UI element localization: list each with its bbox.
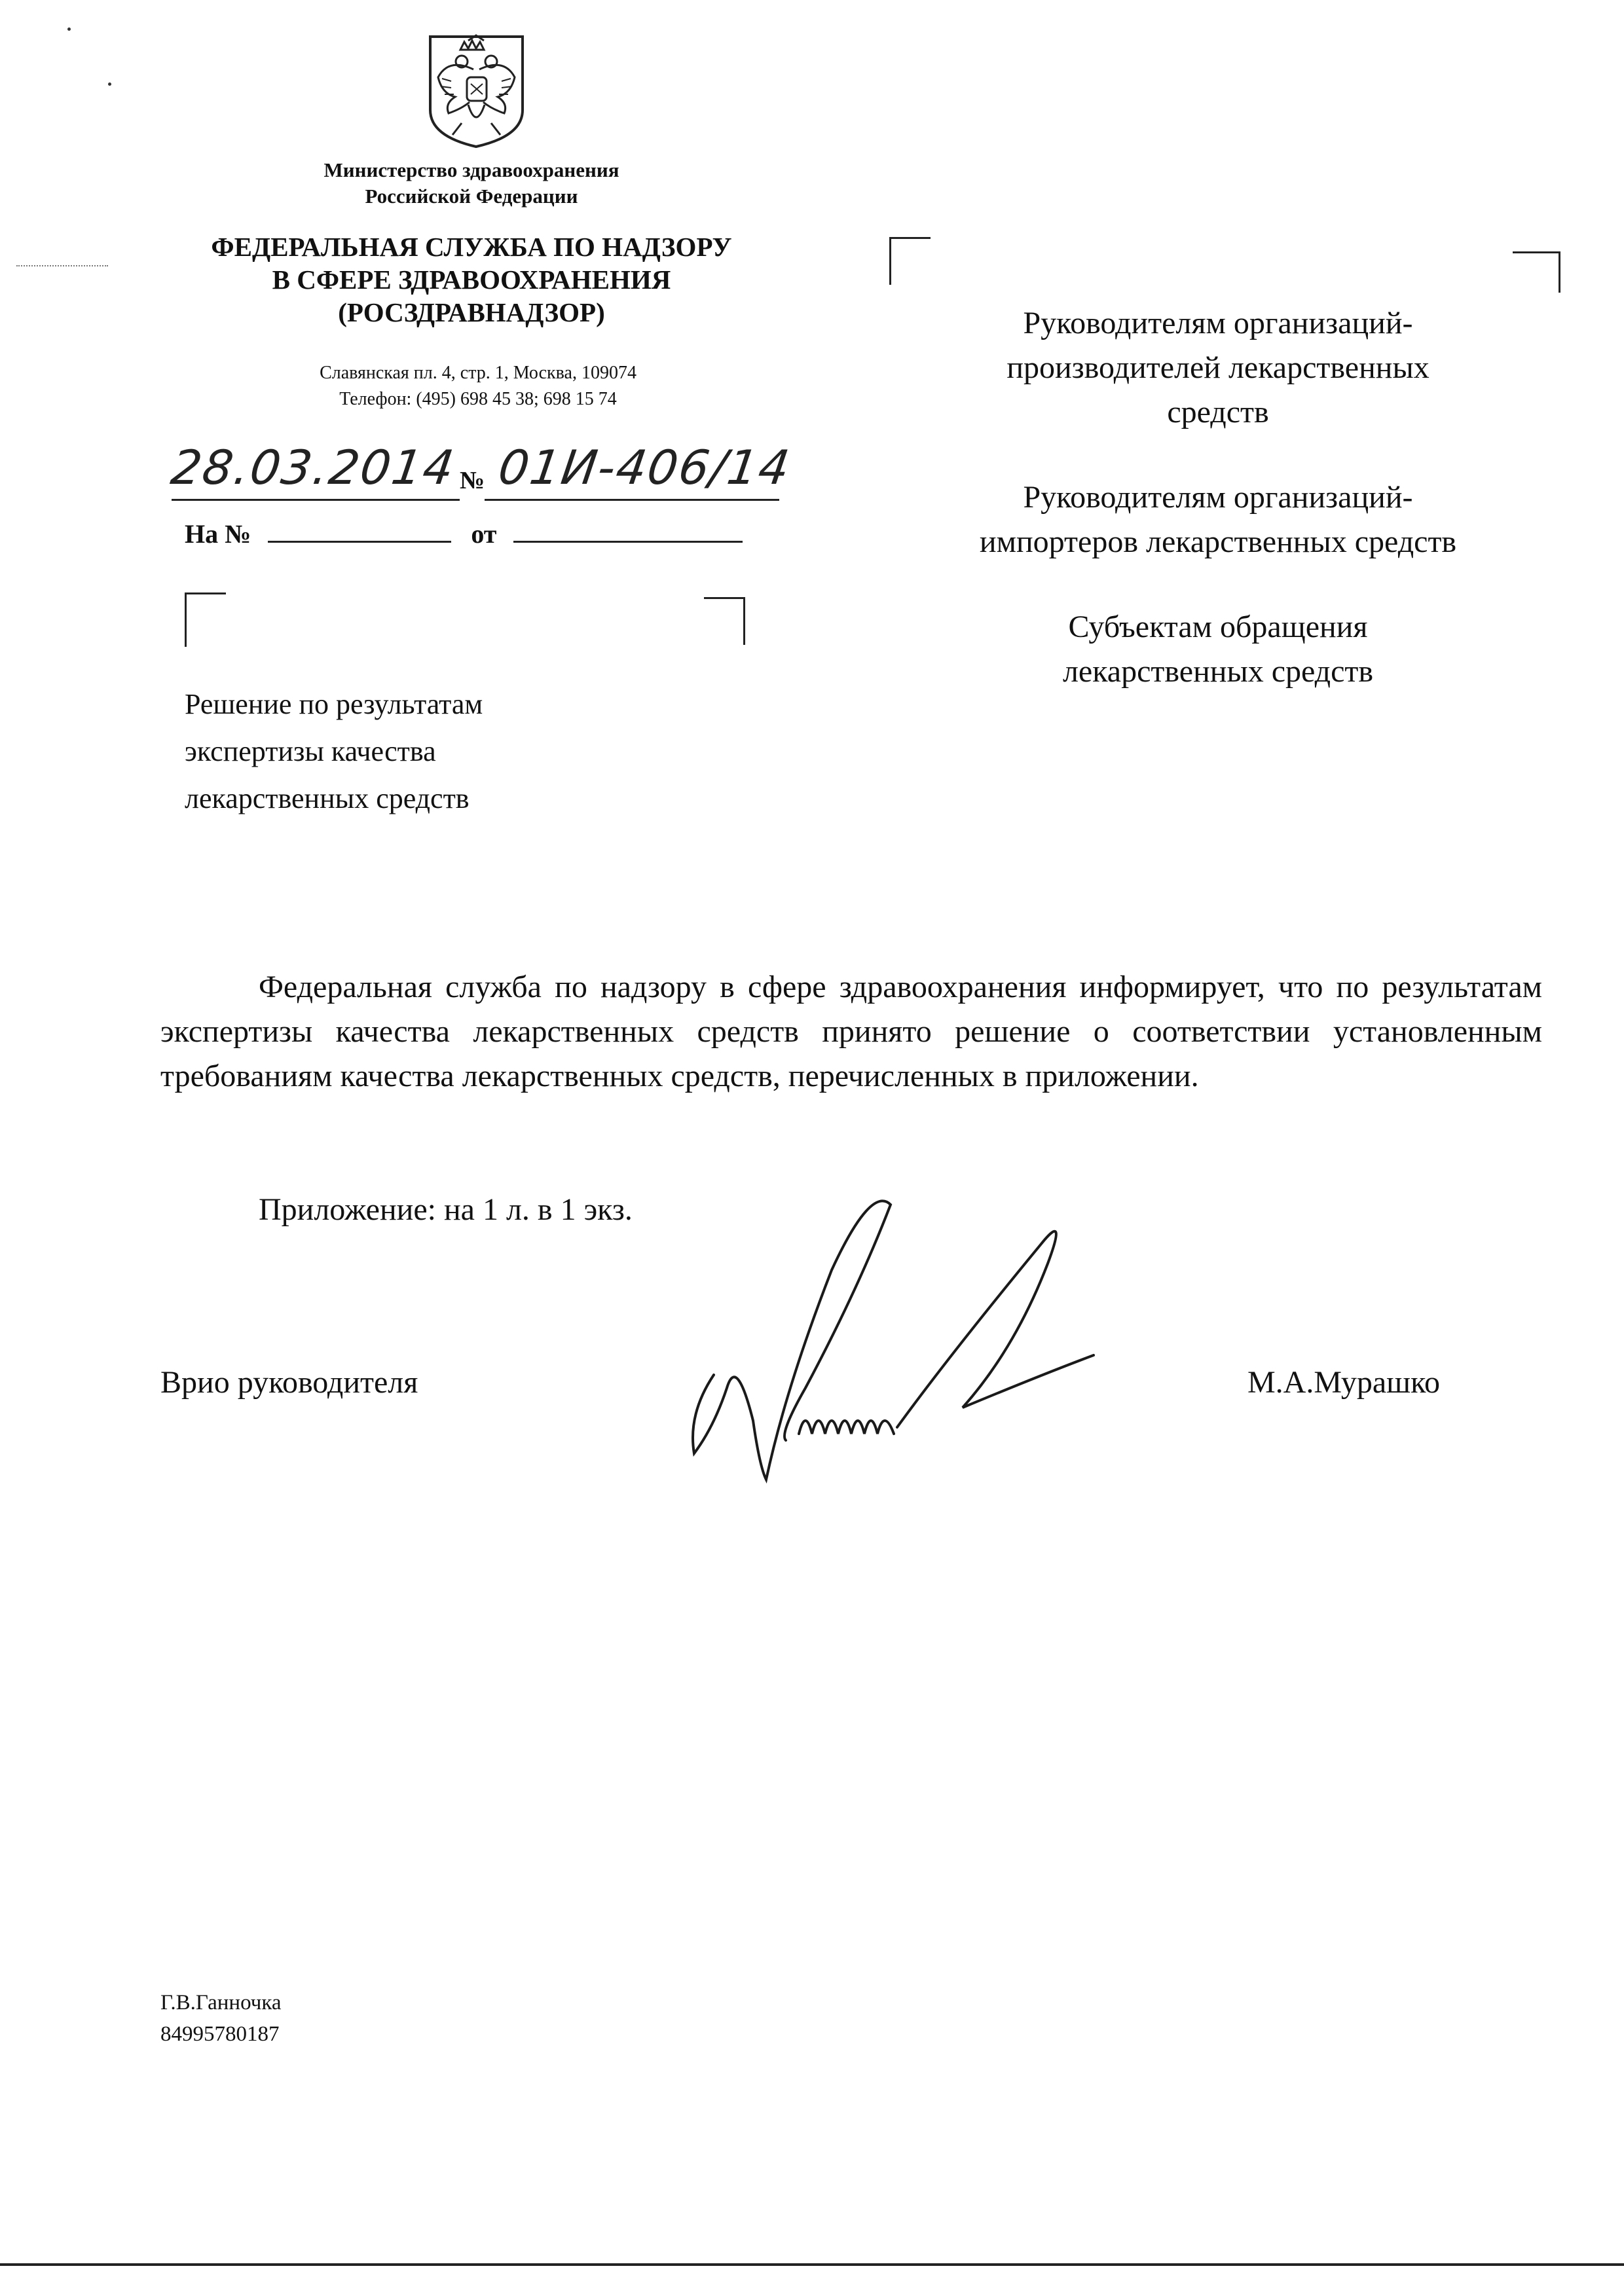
service-phone: Телефон: (495) 698 45 38; 698 15 74 [339,389,617,409]
reference-number-blank [268,519,451,543]
signatory-position: Врио руководителя [160,1365,418,1400]
subject-line: Решение по результатам [185,688,483,720]
signatory-name: М.А.Мурашко [1247,1365,1440,1400]
service-name [164,230,779,329]
service-line-3: (РОСЗДРАВНАДЗОР) [338,297,605,327]
body-paragraph: Федеральная служба по надзору в сфере здравоохранения информирует, что по результатам экспертизы качества лекарственных средств принято решение о соответствии установленным требованиям качества лекарственных средств, перечисленных в приложении. [160,970,1542,1093]
scan-speck [67,27,71,31]
registration-date: 28.03.2014 [168,440,459,495]
addressee-line: Руководителям организаций- [1023,306,1413,340]
registration-line [168,440,905,512]
addressee-block [897,301,1539,694]
addressee-line: лекарственных средств [1062,654,1374,689]
reference-from-label: от [471,519,497,549]
service-address: Славянская пл. 4, стр. 1, Москва, 109074 [320,363,637,383]
ministry-name [236,157,707,210]
addressee-line: Руководителям организаций- [1023,480,1413,515]
service-line-2: В СФЕРЕ ЗДРАВООХРАНЕНИЯ [272,264,671,295]
corner-mark-top-right [704,597,745,645]
letter-body [160,965,1542,1099]
addressee-line: производителей лекарственных [1006,350,1430,385]
addressee-corner-right [1513,251,1560,293]
handwritten-signature [674,1192,1146,1493]
letter-subject [185,681,643,822]
addressee-group-producers [897,301,1539,435]
number-sign: № [460,467,485,494]
addressee-line: Субъектам обращения [1068,610,1368,644]
ministry-line-1: Министерство здравоохранения [323,158,619,181]
subject-line: экспертизы качества [185,735,436,767]
addressee-group-subjects [897,605,1539,694]
subject-line: лекарственных средств [185,782,470,814]
executor-block [160,1987,282,2050]
service-line-1: ФЕДЕРАЛЬНАЯ СЛУЖБА ПО НАДЗОРУ [211,232,732,262]
reference-number-label: На № [185,519,251,549]
addressee-group-importers [897,475,1539,564]
reference-row [185,519,743,549]
executor-name: Г.В.Ганночка [160,1991,282,2014]
coat-of-arms-icon [422,31,530,149]
addressee-corner-left [889,237,931,285]
scan-speck [108,82,111,86]
date-underline [172,499,460,501]
page-bottom-rule [0,2263,1624,2266]
scan-artifact-line [16,265,108,266]
reference-date-blank [513,519,743,543]
number-underline [485,499,779,501]
addressee-line: импортеров лекарственных средств [979,524,1457,559]
executor-phone: 84995780187 [160,2022,280,2046]
service-contacts [216,360,740,412]
ministry-line-2: Российской Федерации [365,185,578,208]
attachment-note: Приложение: на 1 л. в 1 экз. [259,1192,633,1227]
corner-mark-top-left [185,592,226,647]
addressee-line: средств [1167,395,1269,429]
registration-number: 01И-406/14 [495,440,794,495]
